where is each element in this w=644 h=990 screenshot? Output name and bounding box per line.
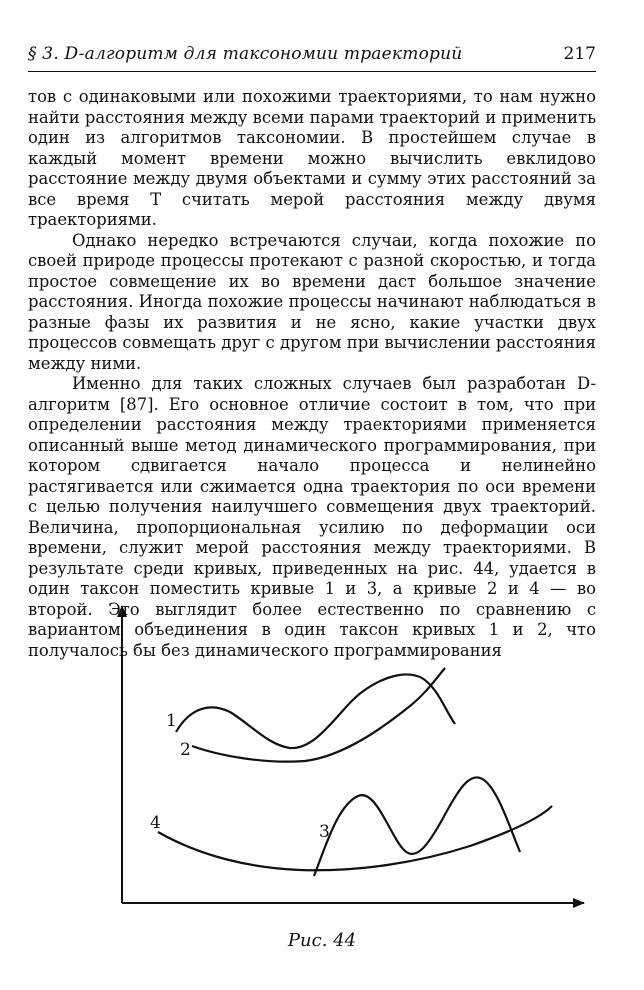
header-rule — [28, 71, 596, 72]
curve-label-4: 4 — [150, 813, 161, 833]
paragraph-2: Однако нередко встречаются случаи, когда похожие по своей природе процессы протекают с разной скоростью, и тогда простое совмещение их во времени даст большое значение расстояния. Иногда похожие процессы начинают наблюдаться в разные фазы их развития и не ясно, какие участки двух процессов совмещать друг с другом при вычислении расстояния между ними. — [28, 230, 596, 373]
running-head: § 3. D-алгоритм для таксономии траекторий — [28, 44, 463, 64]
curve-4 — [158, 806, 552, 870]
page-header — [28, 44, 596, 64]
body-text — [28, 87, 596, 660]
curve-1 — [176, 674, 455, 748]
trajectories-plot — [100, 600, 596, 920]
curve-3 — [314, 777, 520, 876]
curve-label-1: 1 — [166, 711, 177, 731]
curve-label-2: 2 — [180, 740, 191, 760]
curve-label-3: 3 — [319, 822, 330, 842]
paragraph-3: Именно для таких сложных случаев был разработан D-алгоритм [87]. Его основное отличие состоит в том, что при определении расстояния между траекториями применяется описанный выше метод динамического программирования, при котором сдвигается начало процесса и нелинейно растягивается или сжимается одна траектория по оси времени с целью получения наилучшего совмещения двух траекторий. Величина, пропорциональная усилию по деформации оси времени, служит мерой расстояния между траекториями. В результате среди кривых, приведенных на рис. 44, удается в один таксон поместить кривые 1 и 3, а кривые 2 и 4 — во второй. Это выглядит более естественно по сравнению с вариантом объединения в один таксон кривых 1 и 2, что получалось бы без динамического программирования — [28, 374, 596, 660]
figure-44 — [100, 600, 596, 920]
figure-caption: Рис. 44 — [287, 930, 357, 951]
paragraph-1: тов с одинаковыми или похожими траекториями, то нам нужно найти расстояния между всеми парами траекторий и применить один из алгоритмов таксономии. В простейшем случае в каждый момент времени можно вычислить евклидово расстояние между двумя объектами и сумму этих расстояний за все время T считать мерой расстояния между двумя траекториями. — [28, 87, 596, 229]
page-number: 217 — [563, 44, 596, 64]
curve-2 — [192, 668, 445, 762]
